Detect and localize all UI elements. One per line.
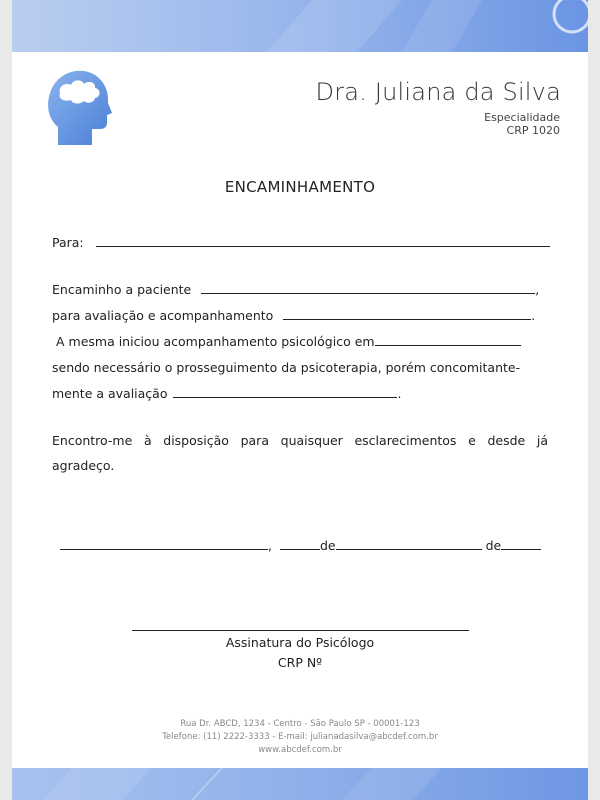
signature-line[interactable]: [132, 630, 469, 631]
top-band-ornament: [12, 0, 588, 52]
to-line: [52, 235, 550, 250]
footer-contact: Telefone: (11) 2222-3333 - E-mail: julianadasilva@abcdef.com.br: [162, 732, 438, 742]
to-label: Para:: [52, 235, 84, 250]
day-fill-line[interactable]: [280, 548, 320, 550]
concurrent-eval-fill-line[interactable]: [173, 396, 397, 398]
to-fill-line[interactable]: [96, 245, 550, 247]
concurrent-eval-end: .: [397, 386, 402, 401]
crp-label: CRP Nº: [277, 655, 323, 670]
evaluation-line-end: .: [531, 308, 536, 323]
patient-label: Encaminho a paciente: [52, 282, 192, 297]
date-de-2: de: [485, 538, 502, 553]
patient-line: [52, 282, 539, 297]
start-date-fill-line[interactable]: [375, 344, 521, 346]
concurrent-eval-label: mente a avaliação: [52, 386, 168, 401]
document-title: ENCAMINHAMENTO: [224, 178, 376, 196]
year-fill-line[interactable]: [501, 548, 541, 550]
continuation-line: sendo necessário o prosseguimento da psicoterapia, porém concomitante-: [52, 360, 521, 375]
patient-fill-line[interactable]: [201, 292, 535, 294]
start-date-line: [56, 334, 521, 349]
referral-form-page: [12, 0, 588, 800]
evaluation-label: para avaliação e acompanhamento: [52, 308, 274, 323]
footer-website: www.abcdef.com.br: [258, 745, 342, 755]
specialty-label: Especialidade: [484, 111, 560, 124]
footer-address: Rua Dr. ABCD, 1234 - Centro - São Paulo SP - 00001-123: [180, 719, 420, 729]
head-with-speech-cloud-icon: [46, 69, 112, 147]
crp-number: CRP 1020: [506, 124, 560, 137]
signature-label: Assinatura do Psicólogo: [225, 635, 375, 650]
month-fill-line[interactable]: [336, 548, 482, 550]
patient-line-end: ,: [535, 282, 540, 297]
evaluation-fill-line[interactable]: [283, 318, 531, 320]
start-date-label: A mesma iniciou acompanhamento psicológico em: [56, 334, 375, 349]
date-comma: ,: [268, 538, 272, 553]
footer: [12, 718, 588, 757]
concurrent-eval-line: [52, 386, 401, 401]
doctor-credentials: [484, 111, 560, 137]
date-line: [60, 538, 541, 553]
closing-paragraph: Encontro-me à disposição para quaisquer esclarecimentos e desde já agradeço.: [52, 433, 548, 473]
evaluation-line: [52, 308, 535, 323]
bottom-band-ornament: [12, 768, 588, 800]
doctor-name: Dra. Juliana da Silva: [315, 78, 561, 106]
date-de-1: de: [319, 538, 336, 553]
city-fill-line[interactable]: [60, 548, 268, 550]
